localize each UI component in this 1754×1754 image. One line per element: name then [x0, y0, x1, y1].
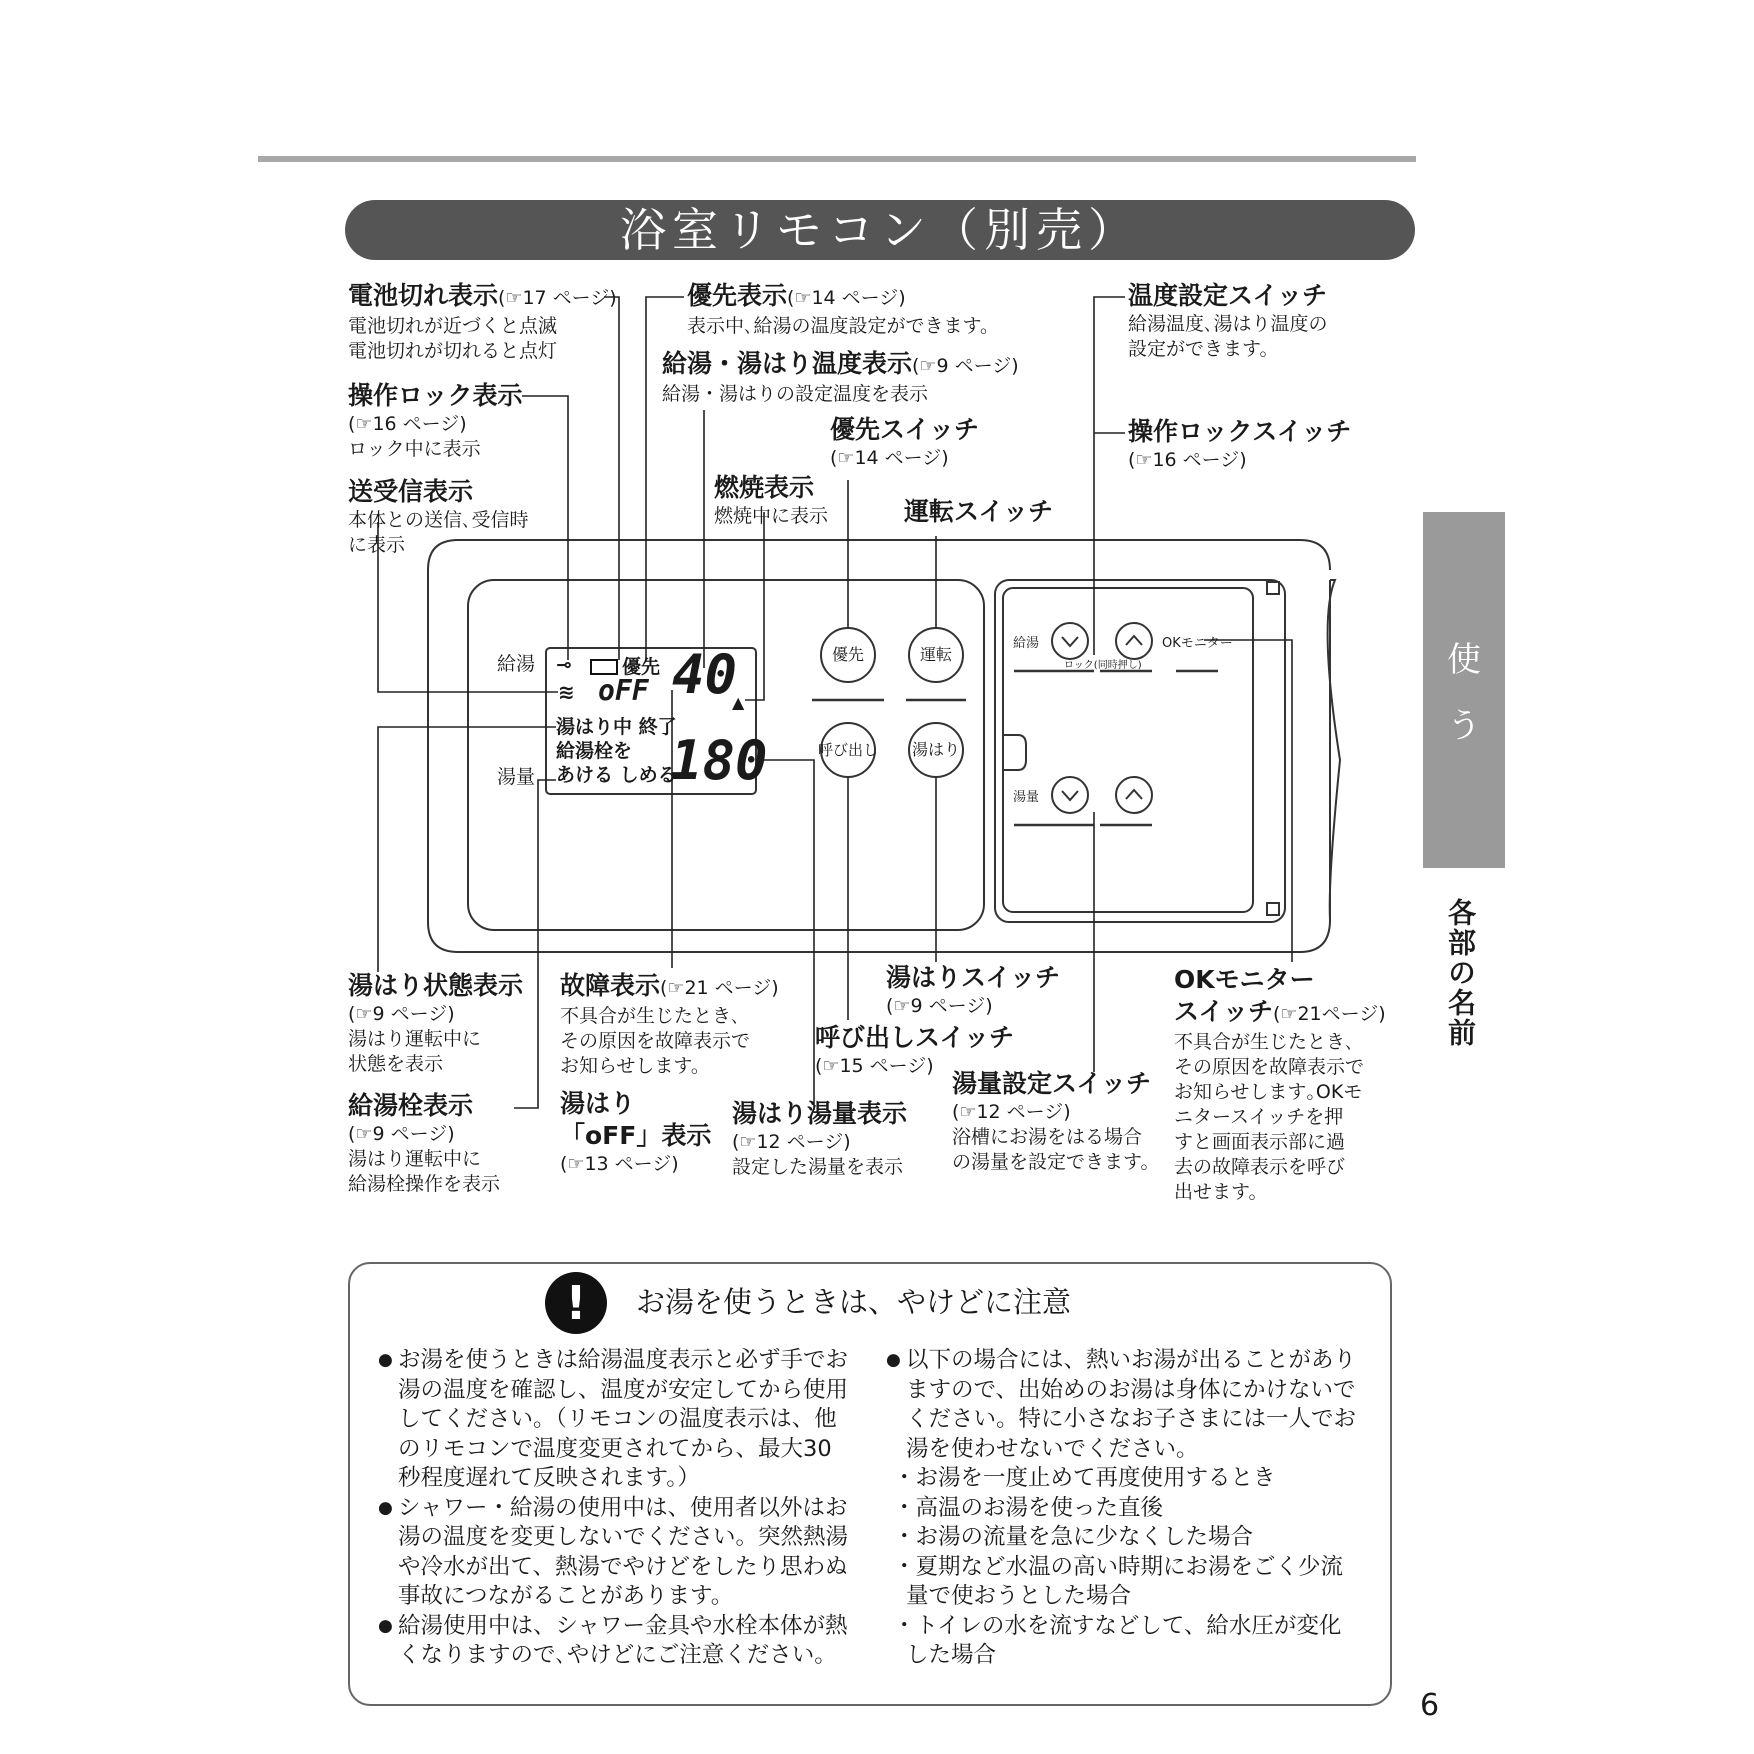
volume-display-title: 湯はり湯量表示 [732, 1099, 908, 1128]
flame-icon: ▲ [732, 693, 745, 712]
off-display-title-2: 「oFF」表示 [560, 1121, 712, 1150]
call-button[interactable]: 呼び出し [817, 741, 878, 759]
ok-monitor-desc-4: ニタースイッチを押 [1174, 1106, 1344, 1128]
lcd-off: oFF [598, 674, 649, 707]
lcd-fill-status-2: 給湯栓を [556, 740, 633, 762]
battery-desc-1: 電池切れが近づくと点滅 [348, 315, 558, 337]
ok-monitor-desc-7: 出せます。 [1174, 1181, 1268, 1203]
ok-monitor-button[interactable]: OKモニター [1162, 636, 1233, 651]
label-temp-switch [1128, 280, 1328, 362]
lock-switch-ref: (☞16 ページ) [1128, 449, 1247, 471]
ok-monitor-desc-2: その原因を故障表示で [1174, 1056, 1365, 1078]
page-number: 6 [1420, 1688, 1440, 1723]
panel-label-hot: 給湯 [1013, 636, 1040, 651]
section-banner: 浴室リモコン（別売） [345, 200, 1415, 260]
label-off-display [560, 1088, 711, 1177]
warning-right-item-4: ・夏期など水温の高い時期にお湯をごく少流量で使おうとした場合 [893, 1553, 1344, 1609]
tap-display-desc-1: 湯はり運転中に [348, 1148, 482, 1170]
ok-monitor-desc-1: 不具合が生じたとき､ [1174, 1031, 1355, 1053]
remote-label-hot: 給湯 [497, 653, 536, 675]
leader-lock-display [522, 396, 568, 660]
cover-hinge-top [1267, 582, 1279, 594]
label-volume-display [732, 1098, 907, 1180]
label-comm-display [348, 476, 529, 558]
lcd-fill-status-3: あける しめる [556, 764, 677, 786]
run-switch-title: 運転スイッチ [904, 497, 1054, 526]
temp-down-button[interactable] [1052, 623, 1088, 659]
volume-switch-ref: (☞12 ページ) [952, 1101, 1071, 1123]
priority-display-desc: 表示中､給湯の温度設定ができます。 [687, 315, 999, 337]
volume-up-button[interactable] [1116, 777, 1152, 813]
temp-display-desc: 給湯・湯はりの設定温度を表示 [662, 383, 929, 405]
tap-display-ref: (☞9 ページ) [348, 1123, 455, 1145]
tap-display-desc-2: 給湯栓操作を表示 [348, 1173, 501, 1195]
warning-right-item-3: ・お湯の流量を急に少なくした場合 [893, 1524, 1254, 1550]
temp-switch-desc-2: 設定ができます。 [1128, 338, 1279, 360]
cover-notch [1003, 735, 1026, 770]
label-battery [348, 280, 617, 364]
lock-display-ref: (☞16 ページ) [348, 413, 467, 435]
label-lock-switch [1128, 416, 1351, 473]
comm-display-desc-1: 本体との送信､受信時 [348, 509, 529, 531]
remote-label-volume: 湯量 [497, 766, 536, 788]
label-fill-state [348, 970, 523, 1077]
off-display-title-1: 湯はり [560, 1089, 636, 1118]
volume-switch-desc-2: の湯量を設定できます。 [952, 1151, 1160, 1173]
signal-icon: ≋ [558, 680, 575, 704]
volume-switch-title: 湯量設定スイッチ [952, 1069, 1152, 1098]
ok-monitor-desc-6: 去の故障表示を呼び [1174, 1156, 1346, 1178]
warning-title: お湯を使うときは、やけどに注意 [636, 1285, 1072, 1319]
warning-left-item-2: ● シャワー・給湯の使用中は、使用者以外はお湯の温度を変更しないでください。突然熱湯や冷水が出て、熱湯でやけどをしたり思わぬ事故につながることがあります。 [378, 1494, 848, 1612]
fill-state-desc-2: 状態を表示 [348, 1053, 444, 1075]
fill-button[interactable]: 湯はり [911, 740, 960, 759]
call-switch-ref: (☞15 ページ) [815, 1055, 934, 1077]
warning-right-intro: ● 以下の場合には、熱いお湯が出ることがありますので、出始めのお湯は身体にかけないでください。特に小さなお子さまには一人でお湯を使わせないでください。 [886, 1346, 1356, 1464]
comm-display-title: 送受信表示 [348, 477, 474, 506]
volume-display-desc: 設定した湯量を表示 [732, 1156, 904, 1178]
warning-left-column [378, 1346, 848, 1671]
exclamation-icon: ! [545, 1272, 607, 1334]
battery-ref: (☞17 ページ) [498, 287, 617, 309]
fault-display-ref: (☞21 ページ) [660, 977, 779, 999]
priority-button[interactable]: 優先 [831, 645, 864, 664]
warning-right-column [886, 1346, 1356, 1671]
volume-display-ref: (☞12 ページ) [732, 1131, 851, 1153]
battery-title: 電池切れ表示 [348, 281, 499, 310]
fill-state-desc-1: 湯はり運転中に [348, 1028, 482, 1050]
lcd-temperature: 40 [672, 643, 738, 706]
warning-left-item-3: ● 給湯使用中は、シャワー金具や水栓本体が熱くなりますので､やけどにご注意ください。 [378, 1612, 848, 1671]
lcd-fill-status-1: 湯はり中 終了 [556, 716, 677, 738]
label-priority-display [687, 280, 999, 339]
ok-monitor-title-2: スイッチ [1174, 997, 1274, 1026]
priority-display-ref: (☞14 ページ) [787, 287, 906, 309]
ok-monitor-title-1: OKモニター [1174, 965, 1315, 994]
panel-label-volume: 湯量 [1013, 790, 1040, 805]
warning-right-item-5: ・トイレの水を流すなどして、給水圧が変化した場合 [893, 1612, 1342, 1668]
ok-monitor-ref: (☞21ページ) [1273, 1003, 1386, 1025]
label-fault-display [560, 970, 779, 1079]
fault-display-title: 故障表示 [560, 971, 661, 1000]
priority-switch-title: 優先スイッチ [830, 415, 980, 444]
label-fill-switch [886, 962, 1060, 1019]
lock-key-icon: ⊸ [556, 654, 572, 676]
battery-icon [590, 659, 618, 675]
fault-display-desc-2: その原因を故障表示で [560, 1030, 751, 1052]
panel-lock-hint: ロック(同時押し) [1064, 660, 1142, 671]
side-tab-char-2: う [1447, 706, 1481, 746]
warning-right-item-1: ・お湯を一度止めて再度使用するとき [893, 1465, 1276, 1491]
cover-hinge-bottom [1267, 903, 1279, 915]
volume-down-button[interactable] [1052, 777, 1088, 813]
label-lock-display [348, 380, 523, 462]
label-ok-monitor [1174, 964, 1386, 1205]
priority-display-title: 優先表示 [687, 281, 788, 310]
warning-right-item-2: ・高温のお湯を使った直後 [893, 1494, 1164, 1521]
side-title: 各部の名前 [1444, 898, 1477, 1048]
ok-monitor-desc-3: お知らせします｡OKモ [1174, 1081, 1363, 1103]
fault-display-desc-1: 不具合が生じたとき､ [560, 1005, 741, 1027]
battery-desc-2: 電池切れが切れると点灯 [348, 340, 558, 362]
lcd-volume: 180 [670, 729, 768, 792]
label-temp-display [662, 348, 1019, 407]
side-tab-char-1: 使 [1447, 640, 1481, 680]
label-priority-switch [830, 414, 979, 471]
fill-switch-ref: (☞9 ページ) [886, 995, 993, 1017]
fill-switch-title: 湯はりスイッチ [886, 963, 1061, 992]
call-switch-title: 呼び出しスイッチ [815, 1023, 1015, 1052]
temp-switch-desc-1: 給湯温度､湯はり温度の [1128, 313, 1328, 335]
ok-monitor-desc-5: すと画面表示部に過 [1174, 1131, 1346, 1153]
comm-display-desc-2: に表示 [348, 534, 406, 556]
label-tap-display [348, 1090, 500, 1197]
priority-switch-ref: (☞14 ページ) [830, 447, 949, 469]
label-burn-display [714, 472, 828, 529]
fill-state-title: 湯はり状態表示 [348, 971, 524, 1000]
leader-temp-switch [1094, 297, 1125, 655]
label-volume-switch [952, 1068, 1159, 1175]
fault-display-desc-3: お知らせします。 [560, 1055, 710, 1077]
temp-up-button[interactable] [1116, 623, 1152, 659]
lcd-priority: 優先 [622, 656, 661, 678]
temp-display-ref: (☞9 ページ) [912, 355, 1019, 377]
fill-state-ref: (☞9 ページ) [348, 1003, 455, 1025]
temp-switch-title: 温度設定スイッチ [1128, 281, 1328, 310]
lock-display-desc: ロック中に表示 [348, 438, 481, 460]
warning-left-item-1: ● お湯を使うときは給湯温度表示と必ず手でお湯の温度を確認し、温度が安定してから使用してください。（リモコンの温度表示は、他のリモコンで温度変更されてから、最大30秒程度遅れて反映されます。） [378, 1346, 848, 1494]
burn-display-desc: 燃焼中に表示 [714, 505, 829, 527]
temp-display-title: 給湯・湯はり温度表示 [662, 349, 913, 378]
burn-display-title: 燃焼表示 [714, 473, 815, 502]
volume-switch-desc-1: 浴槽にお湯をはる場合 [952, 1126, 1143, 1148]
off-display-ref: (☞13 ページ) [560, 1153, 679, 1175]
tap-display-title: 給湯栓表示 [348, 1091, 474, 1120]
lock-display-title: 操作ロック表示 [348, 381, 523, 410]
run-button[interactable]: 運転 [919, 645, 952, 664]
lock-switch-title: 操作ロックスイッチ [1128, 417, 1352, 446]
